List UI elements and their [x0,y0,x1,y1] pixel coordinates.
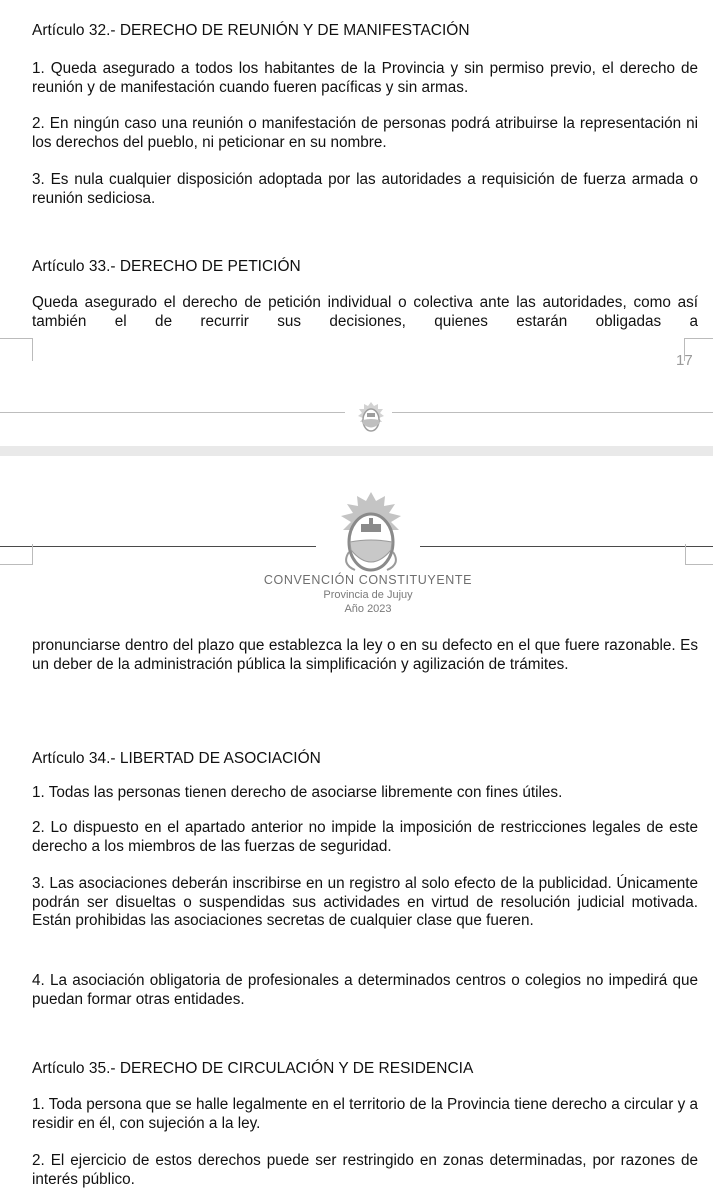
article-32-paragraph-2: 2. En ningún caso una reunión o manifestación de personas podrá atribuirse la representación ni los derechos del pueblo, ni peticionar en su nombre. [32,115,698,151]
coat-of-arms-small-icon [356,400,386,436]
footer-emblem [356,400,386,441]
article-33-heading: Artículo 33.- DERECHO DE PETICIÓN [32,258,301,275]
page-number: 17 [676,352,693,369]
article-32-paragraph-3: 3. Es nula cualquier disposición adoptada por las autoridades a requisición de fuerza armada o reunión sediciosa. [32,171,698,207]
year-label: Año 2023 [344,603,392,615]
coat-of-arms-large-icon [335,490,407,574]
article-34-paragraph-4: 4. La asociación obligatoria de profesionales a determinados centros o colegios no impedirá que puedan formar otras entidades. [32,972,698,1008]
article-35-heading: Artículo 35.- DERECHO DE CIRCULACIÓN Y DE RESIDENCIA [32,1060,474,1077]
article-32-paragraph-1: 1. Queda asegurado a todos los habitantes de la Provincia y sin permiso previo, el derecho de reunión y de manifestación cuando fueren pacíficas y sin armas. [32,60,698,96]
province-name: Provincia de Jujuy [323,589,413,601]
page-separator [0,446,713,456]
header-crop-mark-left [0,544,33,565]
article-33-paragraph-1: Queda asegurado el derecho de petición individual o colectiva ante las autoridades, como así también el de recurrir sus decisiones, quienes estarán obligadas a [32,294,698,330]
header-crop-mark-right [685,544,713,565]
header-rule-right [420,546,713,547]
footer-rule-right [392,412,713,413]
convention-title: CONVENCIÓN CONSTITUYENTE [263,573,473,587]
article-32-heading: Artículo 32.- DERECHO DE REUNIÓN Y DE MANIFESTACIÓN [32,22,470,39]
footer-rule-left [0,412,345,413]
article-35-paragraph-2: 2. El ejercicio de estos derechos puede ser restringido en zonas determinadas, por razones de interés público. [32,1152,698,1188]
header-rule-left [0,546,316,547]
crop-mark-left [0,338,33,361]
article-34-paragraph-1: 1. Todas las personas tienen derecho de asociarse libremente con fines útiles. [32,784,563,801]
article-34-heading: Artículo 34.- LIBERTAD DE ASOCIACIÓN [32,750,321,767]
article-34-paragraph-3: 3. Las asociaciones deberán inscribirse en un registro al solo efecto de la publicidad. Únicamente podrán ser disueltas o suspendidas sus actividades en virtud de resolución judicial motivada. Están prohibidas las asociaciones secretas de cualquier clase que fueren. [32,875,698,929]
article-35-paragraph-1: 1. Toda persona que se halle legalmente en el territorio de la Provincia tiene derecho a circular y a residir en él, con sujeción a la ley. [32,1096,698,1132]
article-34-paragraph-2: 2. Lo dispuesto en el apartado anterior no impide la imposición de restricciones legales de este derecho a los miembros de las fuerzas de seguridad. [32,819,698,855]
article-33-continuation: pronunciarse dentro del plazo que establezca la ley o en su defecto en el que fuere razonable. Es un deber de la administración pública la simplificación y agilización de trámites. [32,637,698,673]
header-emblem [335,490,407,579]
